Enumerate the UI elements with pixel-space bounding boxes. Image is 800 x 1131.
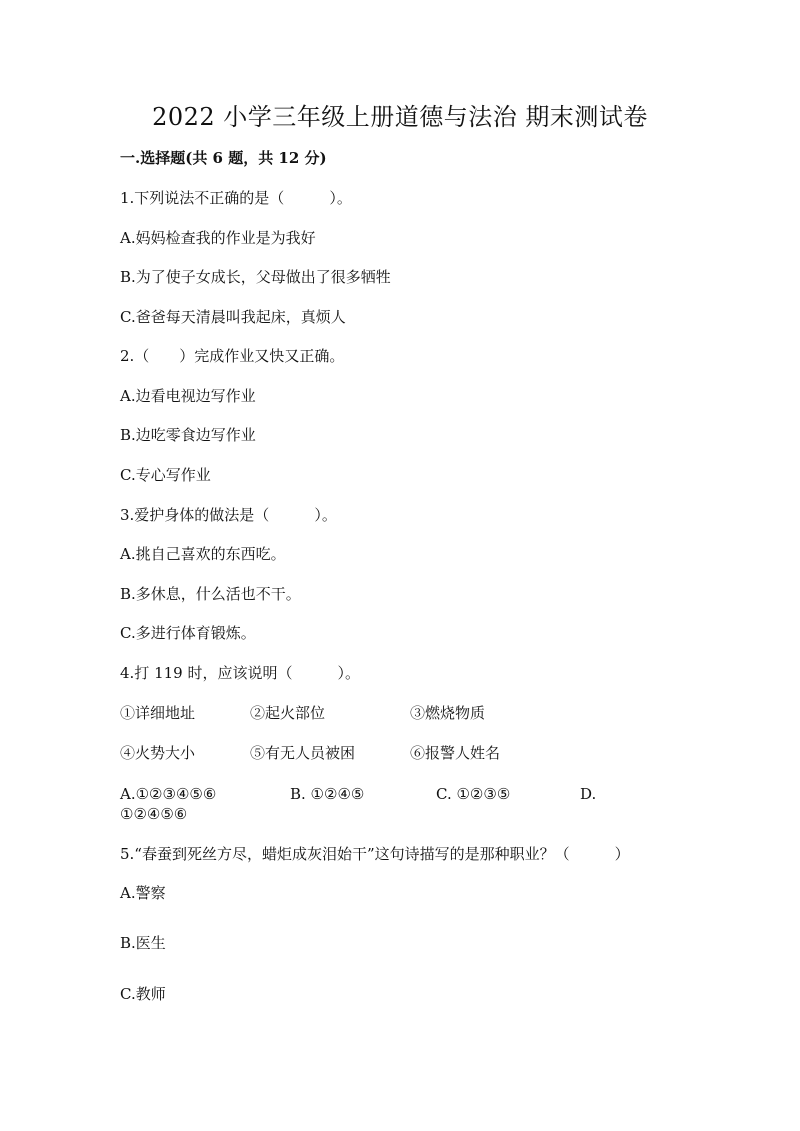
section-heading: 一.选择题(共 6 题，共 12 分) <box>120 149 327 167</box>
question-4-item-3: ③燃烧物质 <box>410 704 486 722</box>
question-5-option-b: B.医生 <box>120 934 166 952</box>
question-1-option-b: B.为了使子女成长，父母做出了很多牺牲 <box>120 268 391 286</box>
question-4-item-1: ①详细地址 <box>120 704 196 722</box>
question-1-option-c: C.爸爸每天清晨叫我起床，真烦人 <box>120 308 346 326</box>
question-4-option-a: A.①②③④⑤⑥ <box>120 785 217 803</box>
question-3-stem: 3.爱护身体的做法是（ ）。 <box>120 506 337 524</box>
question-4-option-d: D. <box>580 785 597 803</box>
question-4-option-b: B. ①②④⑤ <box>290 785 365 803</box>
question-5-option-a: A.警察 <box>120 884 166 902</box>
question-5-option-c: C.教师 <box>120 985 166 1003</box>
page-title: 2022 小学三年级上册道德与法治 期末测试卷 <box>152 103 648 131</box>
question-2-option-c: C.专心写作业 <box>120 466 211 484</box>
question-2-option-b: B.边吃零食边写作业 <box>120 426 256 444</box>
question-4-option-c: C. ①②③⑤ <box>436 785 511 803</box>
question-4-item-2: ②起火部位 <box>250 704 326 722</box>
question-3-option-a: A.挑自己喜欢的东西吃。 <box>120 545 286 563</box>
question-3-option-b: B.多休息，什么活也不干。 <box>120 585 301 603</box>
question-2-option-a: A.边看电视边写作业 <box>120 387 256 405</box>
question-3-option-c: C.多进行体育锻炼。 <box>120 624 256 642</box>
question-1-stem: 1.下列说法不正确的是（ ）。 <box>120 189 352 207</box>
question-2-stem: 2.（ ）完成作业又快又正确。 <box>120 347 345 365</box>
question-4-item-6: ⑥报警人姓名 <box>410 744 501 762</box>
question-1-option-a: A.妈妈检查我的作业是为我好 <box>120 229 316 247</box>
question-4-stem: 4.打 119 时，应该说明（ ）。 <box>120 664 360 682</box>
question-4-option-d-continued: ①②④⑤⑥ <box>120 805 188 823</box>
question-4-item-4: ④火势大小 <box>120 744 196 762</box>
question-5-stem: 5.“春蚕到死丝方尽，蜡炬成灰泪始干”这句诗描写的是那种职业？（ ） <box>120 845 630 863</box>
question-4-item-5: ⑤有无人员被困 <box>250 744 356 762</box>
